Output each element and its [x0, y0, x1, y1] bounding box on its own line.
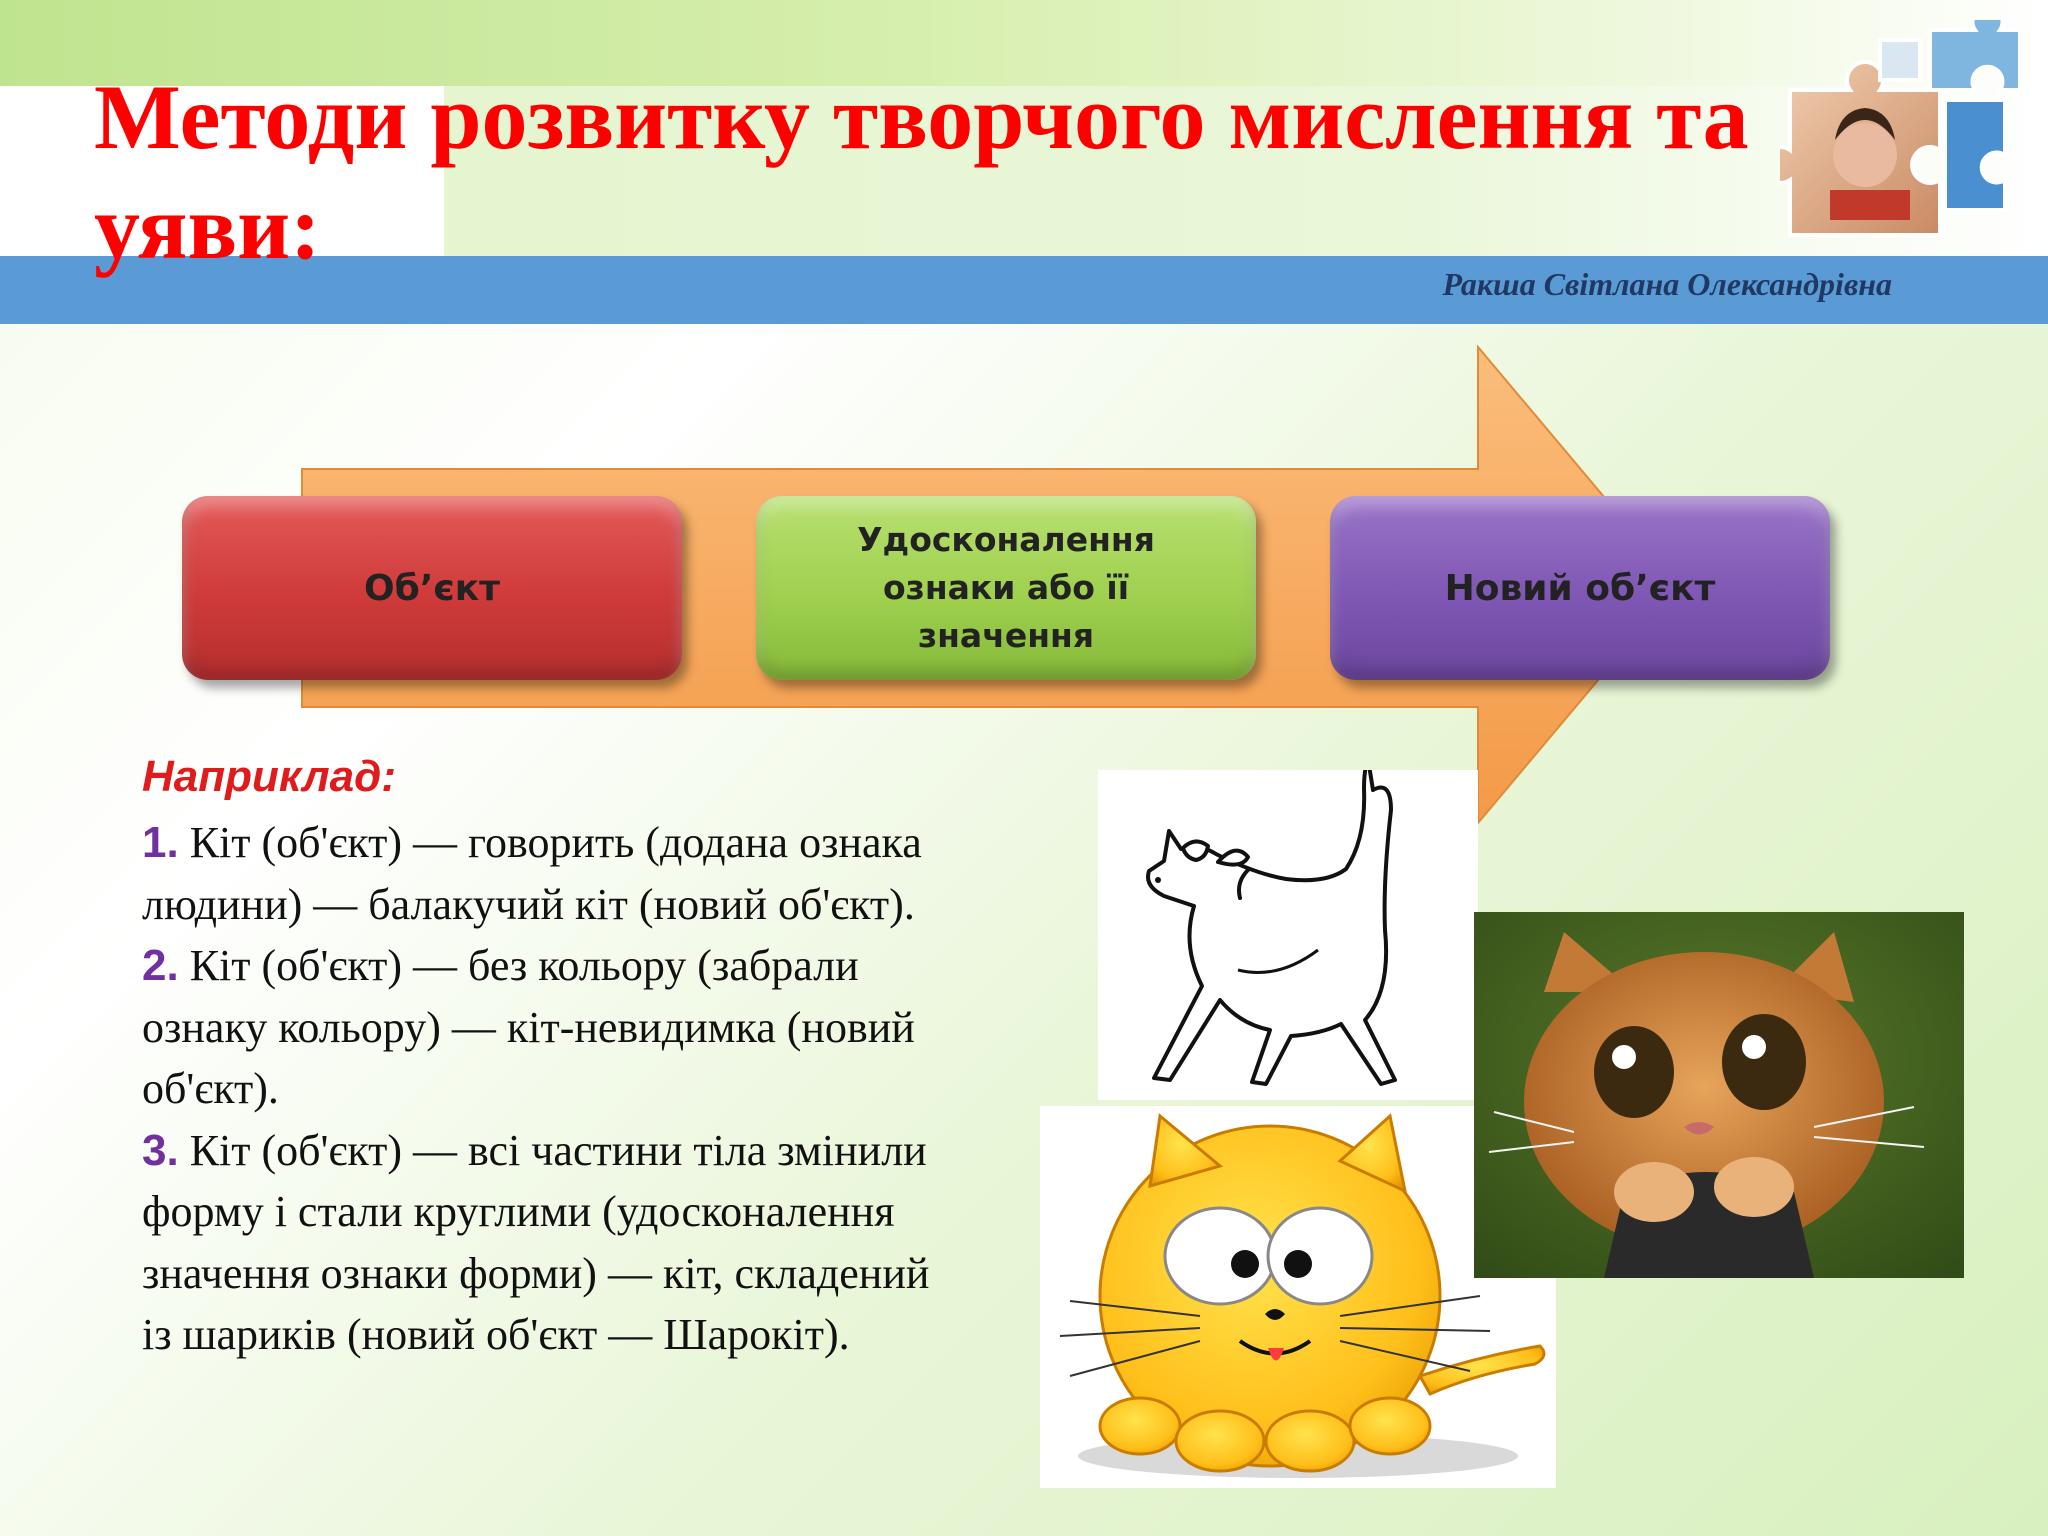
example-line: ознаку кольору) — кіт-невидимка (новий [142, 1002, 915, 1052]
box-new-object-label: Новий об’єкт [1444, 567, 1716, 609]
box-improvement-line-3: значення [917, 616, 1095, 655]
page-title: Методи розвитку творчого мислення та уяви: [94, 66, 1749, 278]
example-line [142, 935, 1062, 997]
example-number: 3. [142, 1125, 179, 1175]
box-improvement-line-2: ознаки або її [882, 568, 1130, 607]
example-number: 2. [142, 941, 179, 990]
box-improvement-text [857, 516, 1155, 660]
diagram-box-new-object [1330, 496, 1830, 680]
example-list [142, 812, 1062, 1366]
diagram-box-object [182, 496, 682, 680]
example-line [142, 812, 1062, 874]
puss-in-boots-photo [1474, 912, 1964, 1278]
example-line: об'єкт). [142, 1064, 279, 1113]
author-name: Ракша Світлана Олександрівна [1442, 266, 1892, 302]
example-text: Кіт (об'єкт) — говорить (додана ознака [189, 818, 922, 867]
example-text: Кіт (об'єкт) — без кольору (забрали [189, 941, 859, 990]
puzzle-photo-icon [1780, 20, 2030, 245]
cat-outline-image [1098, 770, 1478, 1100]
example-text: Кіт (об'єкт) — всі частини тіла змінили [189, 1125, 927, 1175]
diagram-box-improvement [756, 496, 1256, 680]
example-line: людини) — балакучий кіт (новий об'єкт). [142, 879, 915, 929]
example-line [142, 1120, 1062, 1182]
example-number: 1. [142, 818, 179, 867]
box-improvement-line-1: Удосконалення [857, 520, 1155, 559]
example-heading: Наприклад: [142, 752, 396, 801]
example-line: значення ознаки форми) — кіт, складений [142, 1248, 930, 1298]
example-line: форму і стали круглими (удосконалення [142, 1187, 895, 1236]
example-line: із шариків (новий об'єкт — Шарокіт). [142, 1310, 850, 1359]
box-object-label: Об’єкт [363, 567, 501, 609]
